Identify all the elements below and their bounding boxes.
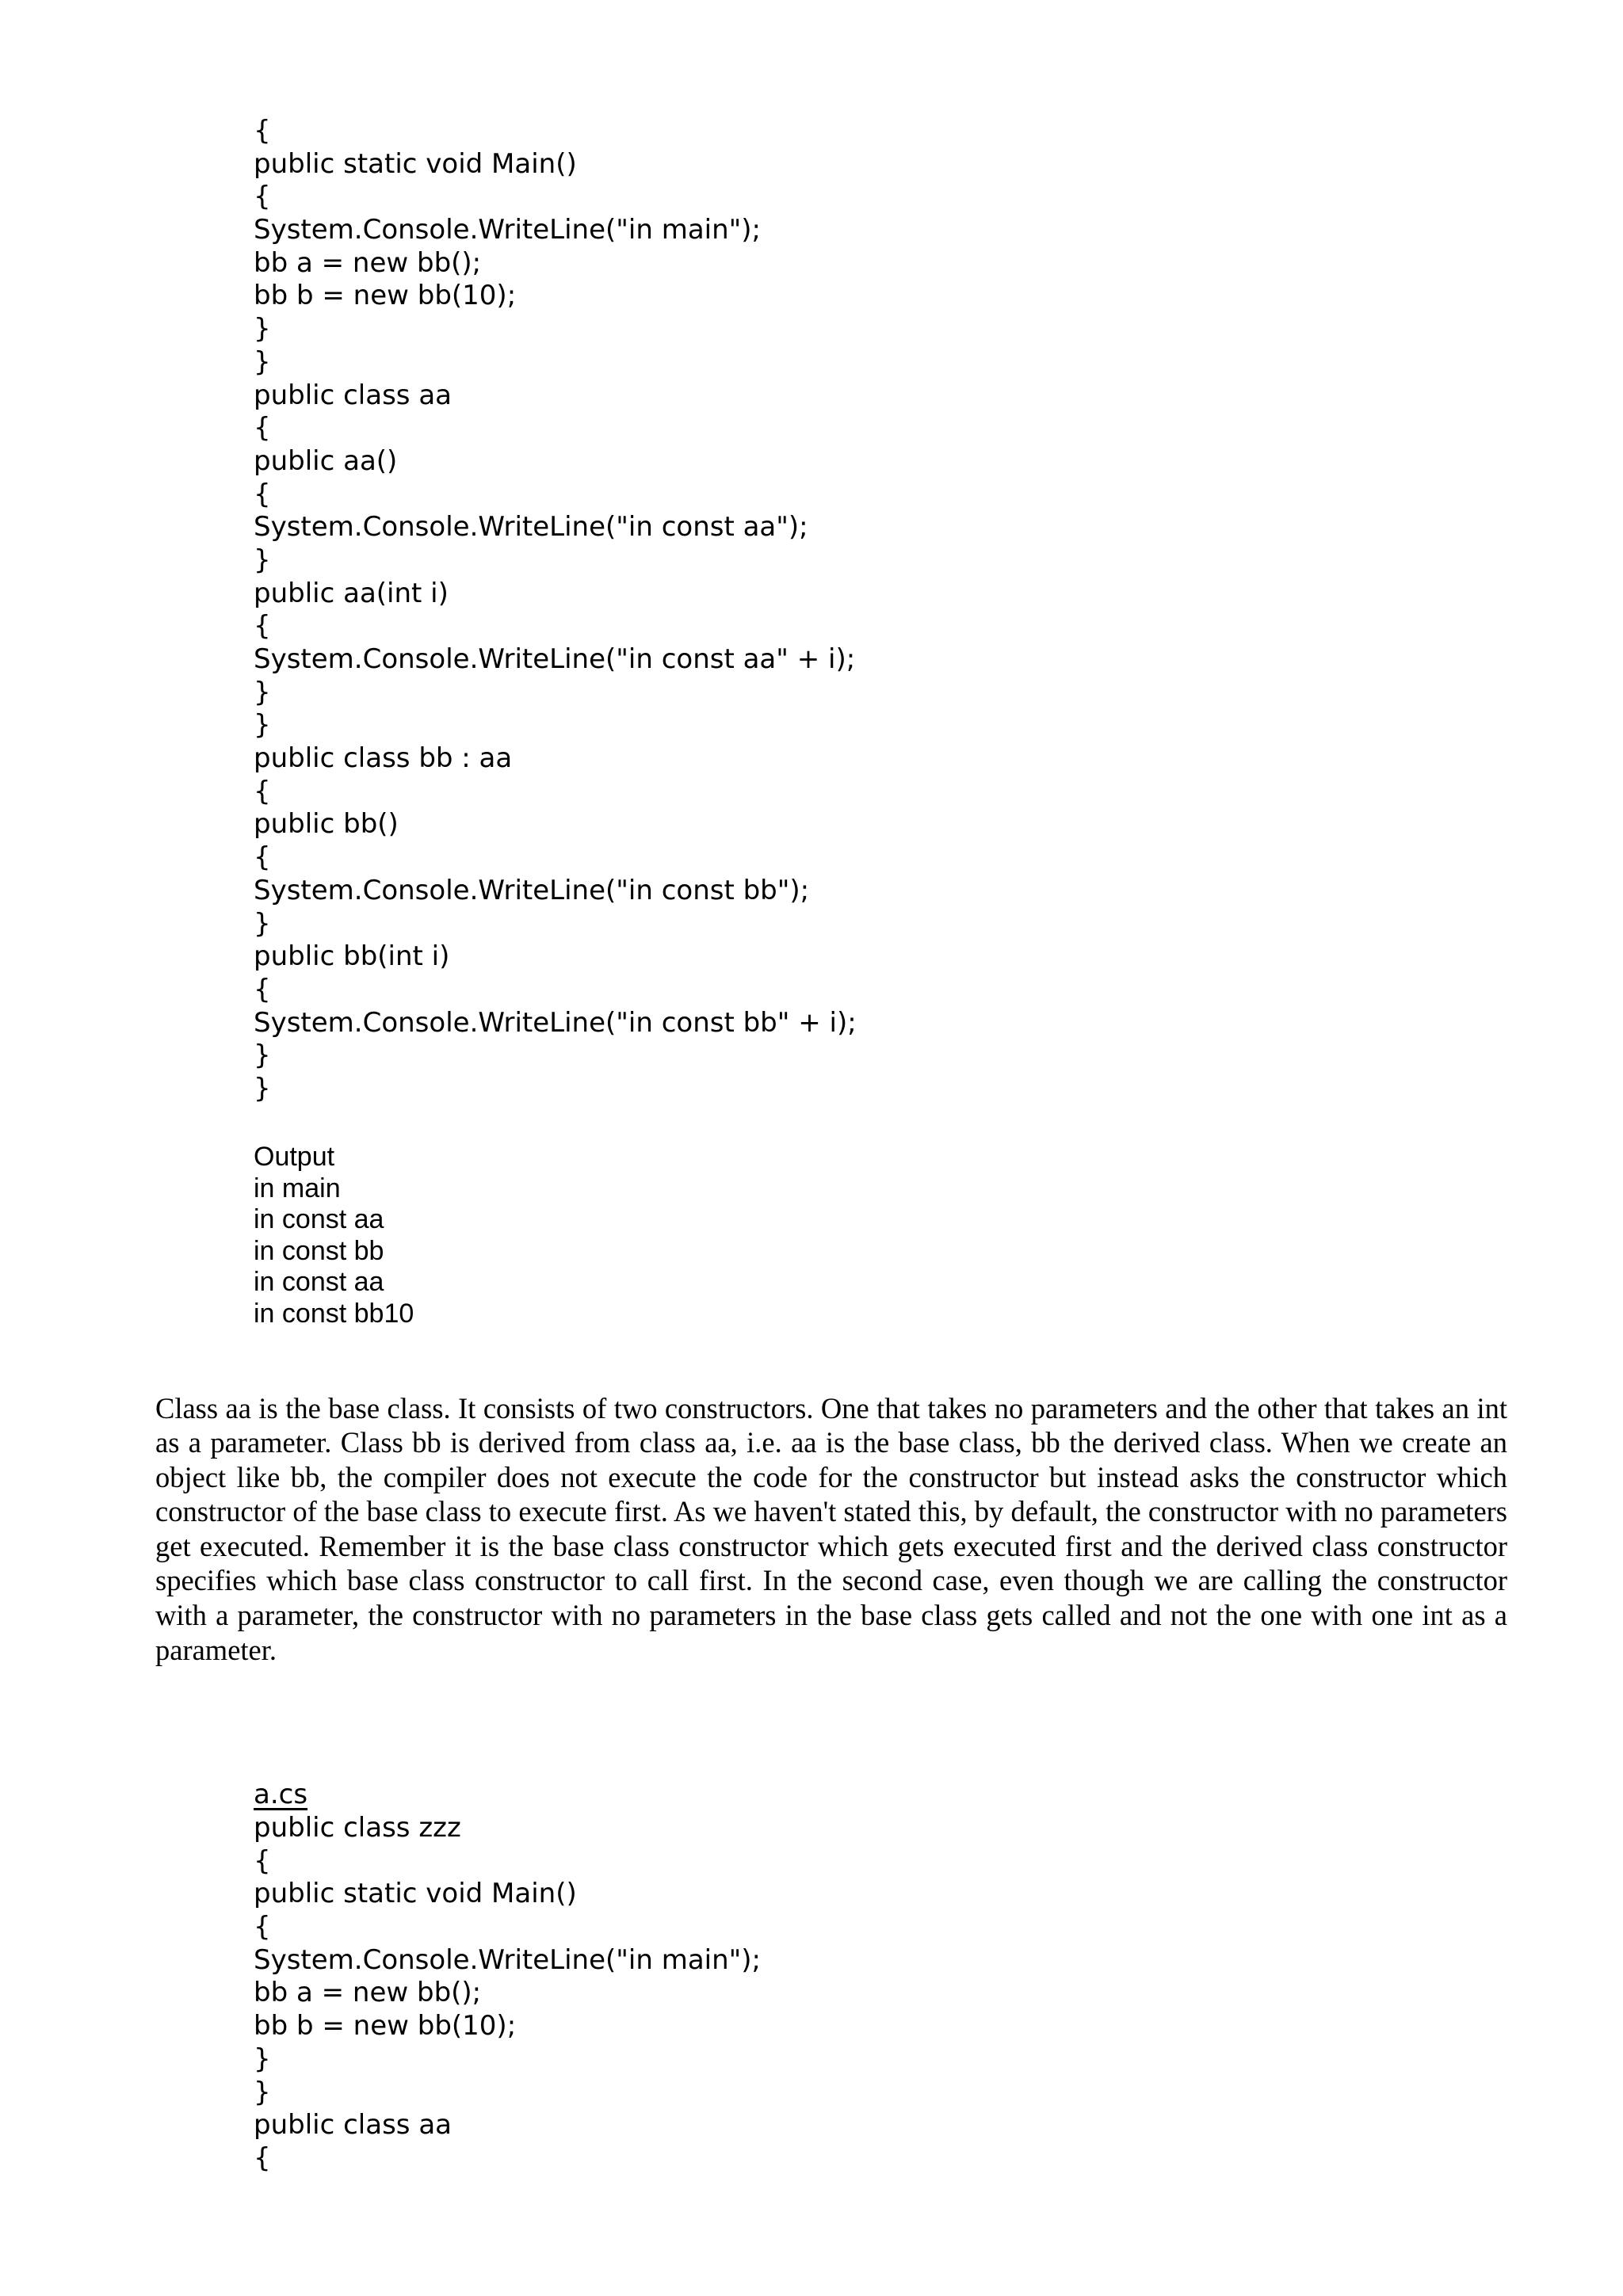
code-line: } — [254, 907, 271, 940]
code-line: public class bb : aa — [254, 742, 513, 775]
output-line: in const bb — [254, 1235, 384, 1266]
code-line: } — [254, 2042, 271, 2075]
output-line: in const aa — [254, 1267, 384, 1297]
code-line: { — [254, 181, 271, 213]
code-line: public bb(int i) — [254, 940, 450, 973]
output-line: in const bb10 — [254, 1298, 414, 1329]
code-line: { — [254, 115, 271, 147]
code-line: { — [254, 412, 271, 444]
code-line: { — [254, 973, 271, 1005]
code-line: System.Console.WriteLine("in main"); — [254, 214, 762, 246]
program-output — [254, 1142, 414, 1329]
code-line: System.Console.WriteLine("in const aa" + i); — [254, 643, 856, 675]
code-listing-bottom — [254, 1812, 761, 2176]
code-line: { — [254, 841, 271, 874]
code-line: } — [254, 543, 271, 576]
code-line: System.Console.WriteLine("in const bb"); — [254, 874, 810, 906]
code-line: } — [254, 1072, 271, 1104]
code-line: public static void Main() — [254, 1878, 577, 1910]
code-line: } — [254, 313, 271, 345]
code-line: System.Console.WriteLine("in const bb" + i); — [254, 1006, 857, 1039]
explanation-paragraph: Class aa is the base class. It consists of two constructors. One that takes no parameters and the other that takes an int as a parameter. Class bb is derived from class aa, i.e. aa is the base class, bb the derived class. When we create an object like bb, the compiler does not execute the code for the constructor but instead asks the constructor which constructor of the base class to execute first. As we haven't stated this, by default, the constructor with no parameters get executed. Remember it is the base class constructor which gets executed first and the derived class constructor specifies which base class constructor to call first. In the second case, even though we are calling the constructor with a parameter, the constructor with no parameters in the base class gets called and not the one with one int as a parameter. — [155, 1391, 1507, 1666]
code-line: bb b = new bb(10); — [254, 2010, 517, 2042]
file-name-label: a.cs — [254, 1779, 308, 1810]
code-line: bb a = new bb(); — [254, 1977, 482, 2009]
code-line: { — [254, 2142, 271, 2174]
code-line: { — [254, 478, 271, 510]
code-line: } — [254, 2076, 271, 2108]
code-line: public bb() — [254, 808, 399, 841]
code-line: { — [254, 1844, 271, 1877]
code-line: } — [254, 345, 271, 378]
output-line: in const aa — [254, 1204, 384, 1234]
output-line: Output — [254, 1142, 335, 1172]
code-line: } — [254, 676, 271, 708]
code-line: public class zzz — [254, 1812, 461, 1844]
code-line: bb b = new bb(10); — [254, 280, 517, 312]
code-line: public class aa — [254, 2109, 452, 2142]
code-line: } — [254, 1039, 271, 1072]
code-line: public static void Main() — [254, 147, 577, 180]
code-line: public class aa — [254, 379, 452, 411]
code-line: public aa() — [254, 444, 398, 477]
code-line: System.Console.WriteLine("in const aa"); — [254, 511, 808, 543]
code-line: { — [254, 1911, 271, 1943]
code-line: System.Console.WriteLine("in main"); — [254, 1943, 762, 1976]
code-line: bb a = new bb(); — [254, 246, 482, 279]
code-line: public aa(int i) — [254, 577, 449, 609]
output-line: in main — [254, 1173, 341, 1203]
code-line: { — [254, 775, 271, 807]
code-listing-top — [254, 115, 857, 1106]
code-line: { — [254, 610, 271, 643]
code-line: } — [254, 709, 271, 742]
